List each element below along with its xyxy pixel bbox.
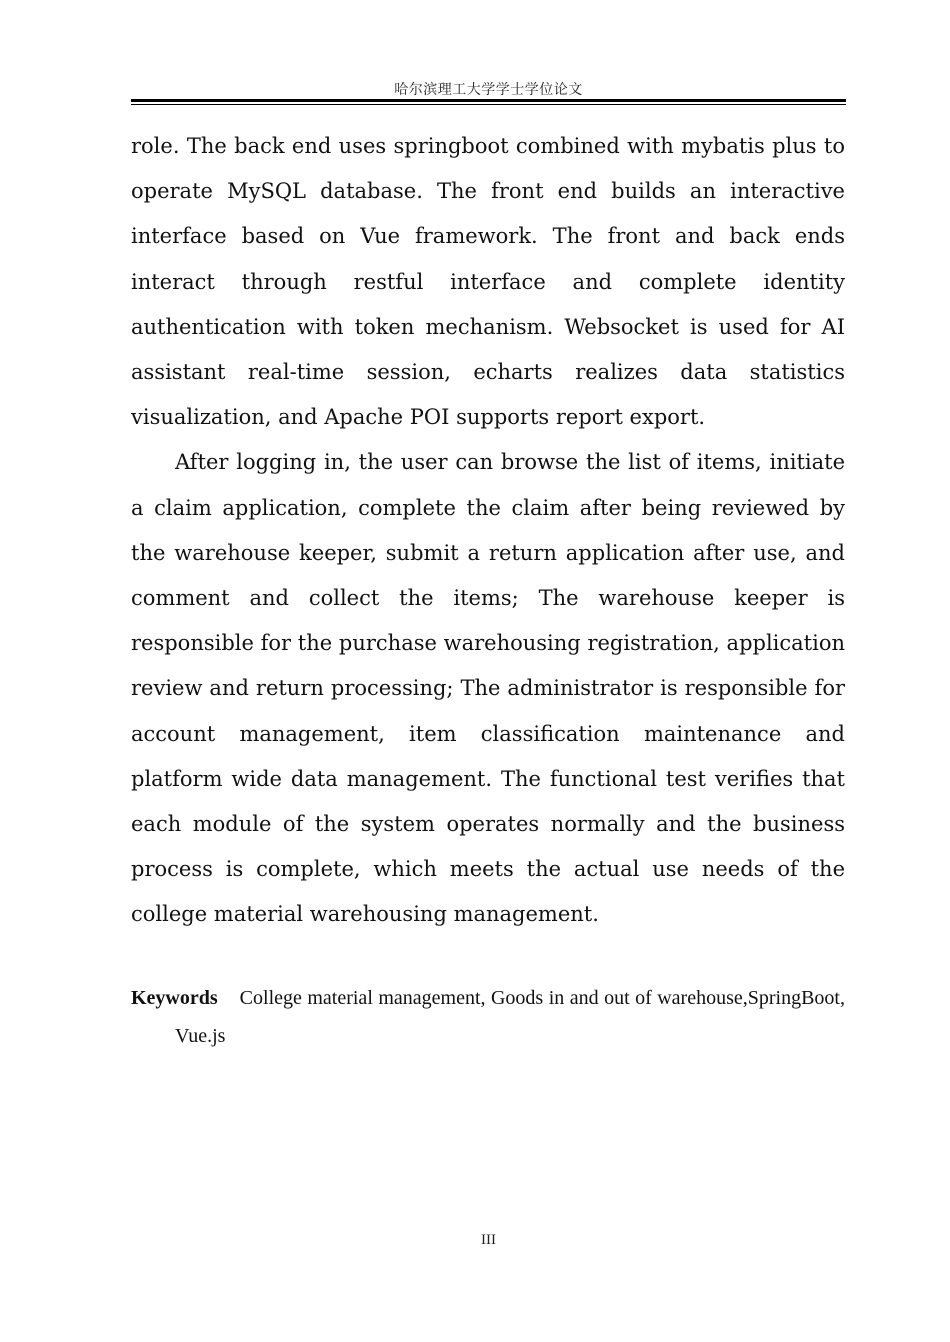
- keywords-label: Keywords: [131, 987, 218, 1009]
- header-rule-thin: [131, 104, 846, 105]
- abstract-paragraph-1: role. The back end uses springboot combined with mybatis plus to operate MySQL database. The front end builds an interactive interface based on Vue framework. The front and back ends interact through restful interface and complete identity authentication with token mechanism. Websocket is used for AI assistant real-time session, echarts realizes data statistics visualization, and Apache POI supports report export.: [131, 134, 845, 430]
- abstract-body: [131, 124, 845, 938]
- keywords-text: College material management, Goods in and out of warehouse,SpringBoot, Vue.js: [175, 987, 845, 1047]
- running-header-title: 哈尔滨理工大学学士学位论文: [394, 82, 583, 98]
- header-rule-thick: [131, 99, 846, 102]
- keywords-block: [131, 979, 845, 1055]
- page-number: III: [481, 1232, 496, 1248]
- abstract-paragraph-2: After logging in, the user can browse the list of items, initiate a claim application, complete the claim after being reviewed by the warehouse keeper, submit a return application after use, and comment and collect the items; The warehouse keeper is responsible for the purchase warehousing registration, application review and return processing; The administrator is responsible for account management, item classification maintenance and platform wide data management. The functional test verifies that each module of the system operates normally and the business process is complete, which meets the actual use needs of the college material warehousing management.: [131, 450, 845, 927]
